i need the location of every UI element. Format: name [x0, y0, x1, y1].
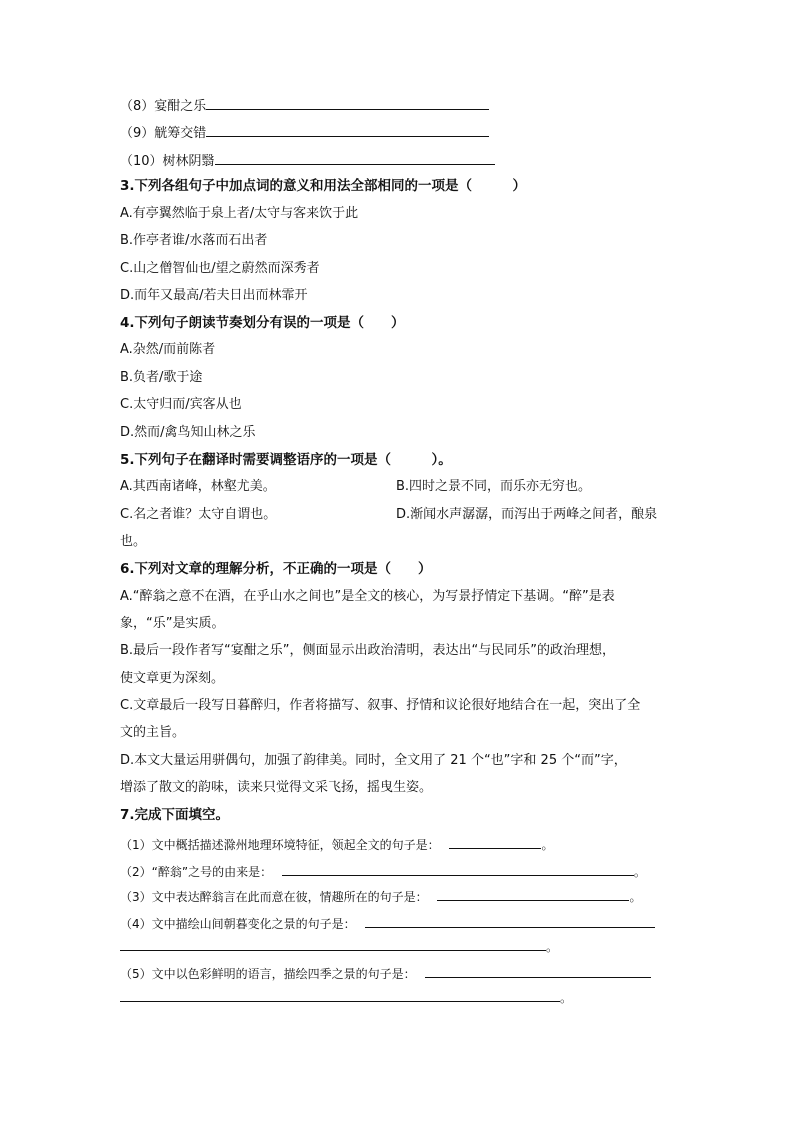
question-4-title: 4.下列句子朗读节奏划分有误的一项是（ ）	[120, 315, 405, 331]
fill-item-4-cont	[120, 936, 558, 956]
question-6-option-d-cont: 增添了散文的韵味，读来只觉得文采飞扬，摇曳生姿。	[120, 780, 433, 795]
answer-blank[interactable]	[437, 886, 629, 901]
question-6-option-c[interactable]: C.文章最后一段写日暮醉归，作者将描写、叙事、抒情和议论很好地结合在一起，突出了全	[120, 698, 641, 713]
question-6-option-a-cont: 象，“乐”是实质。	[120, 616, 225, 631]
period: 。	[629, 890, 642, 904]
question-6-option-c-cont: 文的主旨。	[120, 725, 186, 740]
question-5-option-c[interactable]: C.名之者谁？太守自谓也。	[120, 507, 277, 522]
fill-item-1	[120, 834, 553, 854]
fill-label: （4）文中描绘山间朝暮变化之景的句子是：	[120, 917, 356, 931]
question-3-title: 3.下列各组句子中加点词的意义和用法全部相同的一项是（ ）	[120, 178, 527, 194]
question-5-option-d[interactable]: D.渐闻水声潺潺，而泻出于两峰之间者，酿泉	[396, 507, 658, 522]
answer-blank[interactable]	[120, 936, 546, 951]
period: 。	[633, 865, 646, 879]
period: 。	[546, 940, 559, 954]
question-3-option-c[interactable]: C.山之僧智仙也/望之蔚然而深秀者	[120, 261, 320, 276]
fill-label: （5）文中以色彩鲜明的语言，描绘四季之景的句子是：	[120, 967, 416, 981]
vocab-label: （8）宴酣之乐	[120, 99, 207, 114]
answer-blank[interactable]	[282, 861, 634, 876]
fill-item-3	[120, 886, 641, 906]
question-5-option-d-cont: 也。	[120, 534, 147, 549]
question-6-option-b-cont: 使文章更为深刻。	[120, 671, 225, 686]
answer-blank[interactable]	[120, 987, 560, 1002]
question-5-title: 5.下列句子在翻译时需要调整语序的一项是（ ）。	[120, 452, 452, 468]
answer-blank[interactable]	[449, 834, 541, 849]
vocab-label: （9）觥筹交错	[120, 126, 207, 141]
fill-label: （2）“醉翁”之号的由来是：	[120, 865, 273, 879]
answer-blank[interactable]	[365, 913, 655, 928]
answer-blank[interactable]	[206, 95, 489, 110]
answer-blank[interactable]	[215, 150, 495, 165]
question-4-option-c[interactable]: C.太守归而/宾客从也	[120, 397, 242, 412]
answer-blank[interactable]	[425, 963, 651, 978]
answer-blank[interactable]	[206, 122, 489, 137]
fill-item-5	[120, 963, 651, 983]
question-3-option-a[interactable]: A.有亭翼然临于泉上者/太守与客来饮于此	[120, 206, 359, 221]
vocab-item-9	[120, 122, 489, 143]
vocab-label: （10）树林阴翳	[120, 154, 215, 169]
period: 。	[560, 991, 573, 1005]
vocab-item-10	[120, 150, 495, 171]
fill-item-5-cont	[120, 987, 572, 1007]
question-5-option-b[interactable]: B.四时之景不同，而乐亦无穷也。	[396, 479, 592, 494]
question-6-title: 6.下列对文章的理解分析，不正确的一项是（ ）	[120, 561, 432, 577]
question-7-title: 7.完成下面填空。	[120, 807, 230, 823]
fill-label: （1）文中概括描述滁州地理环境特征，领起全文的句子是：	[120, 838, 440, 852]
question-4-option-d[interactable]: D.然而/禽鸟知山林之乐	[120, 425, 256, 440]
period: 。	[541, 838, 554, 852]
question-3-option-b[interactable]: B.作亭者谁/水落而石出者	[120, 233, 268, 248]
question-6-option-d[interactable]: D.本文大量运用骈偶句，加强了韵律美。同时，全文用了 21 个“也”字和 25 个“而”字，	[120, 753, 627, 768]
vocab-item-8	[120, 95, 489, 116]
fill-label: （3）文中表达醉翁言在此而意在彼，情趣所在的句子是：	[120, 890, 428, 904]
fill-item-2	[120, 861, 646, 881]
question-6-option-b[interactable]: B.最后一段作者写“宴酣之乐”，侧面显示出政治清明，表达出“与民同乐”的政治理想，	[120, 643, 615, 658]
question-4-option-a[interactable]: A.杂然/而前陈者	[120, 342, 216, 357]
question-4-option-b[interactable]: B.负者/歌于途	[120, 370, 203, 385]
question-6-option-a[interactable]: A.“醉翁之意不在酒，在乎山水之间也”是全文的核心，为写景抒情定下基调。“醉”是表	[120, 589, 615, 604]
question-5-option-a[interactable]: A.其西南诸峰，林壑尤美。	[120, 479, 276, 494]
question-3-option-d[interactable]: D.而年又最高/若夫日出而林霏开	[120, 288, 308, 303]
fill-item-4	[120, 913, 655, 933]
